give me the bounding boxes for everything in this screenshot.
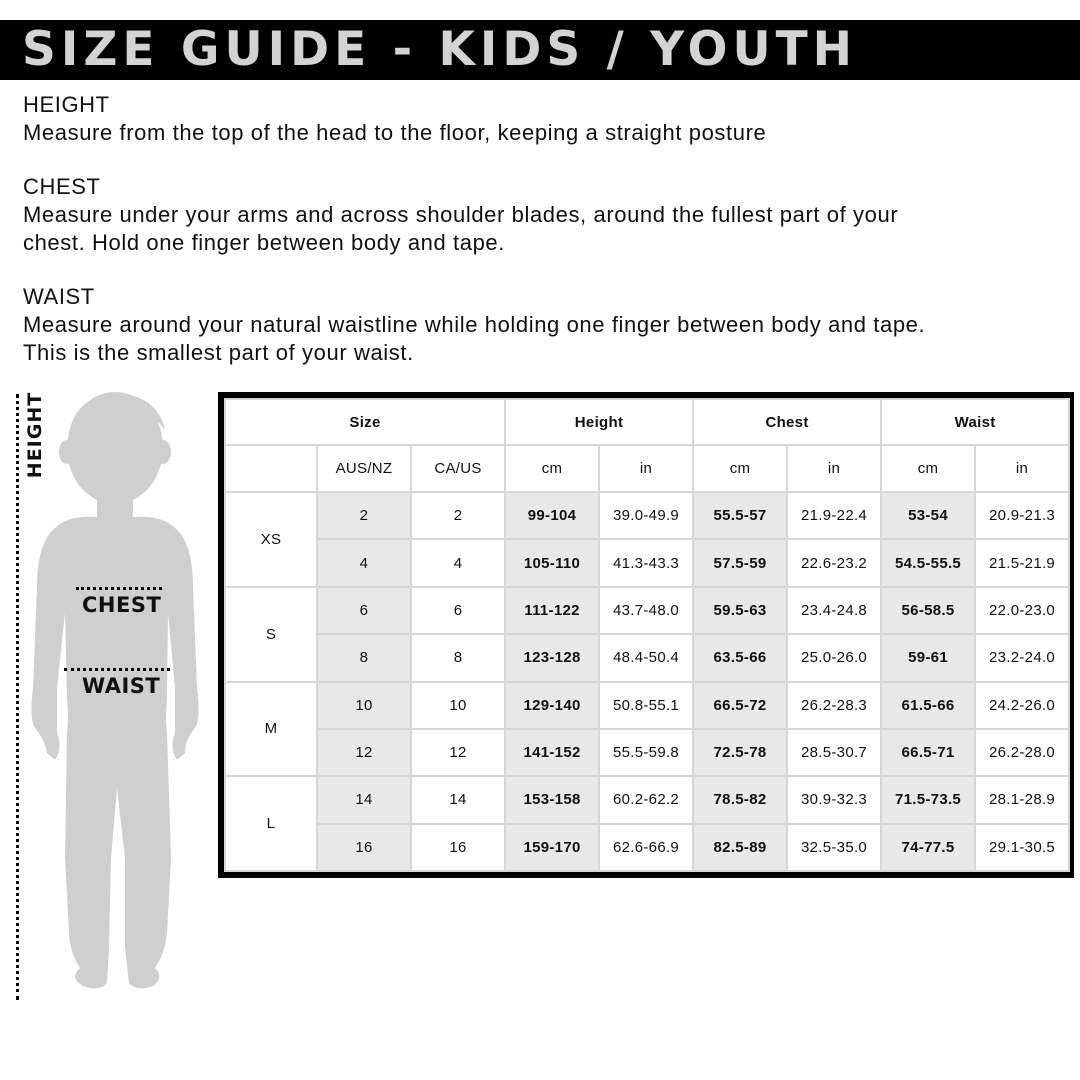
cell-chest-cm: 72.5-78 <box>693 729 787 776</box>
height-measure-line <box>16 394 19 1000</box>
cell-chest-in: 32.5-35.0 <box>787 824 881 871</box>
cell-chest-cm: 59.5-63 <box>693 587 787 634</box>
cell-waist-in: 28.1-28.9 <box>975 776 1069 823</box>
cell-waist-cm: 53-54 <box>881 492 975 539</box>
cell-aus-nz: 14 <box>317 776 411 823</box>
waist-instruction-text: Measure around your natural waistline while holding one finger between body and tape. This is the smallest part of your waist. <box>23 312 926 365</box>
cell-height-cm: 99-104 <box>505 492 599 539</box>
cell-height-cm: 111-122 <box>505 587 599 634</box>
title-bar <box>0 20 1080 80</box>
unit-header-chest-cm: cm <box>693 445 787 492</box>
table-row <box>225 539 1069 586</box>
table-row <box>225 682 1069 729</box>
size-group-label: M <box>225 682 317 777</box>
cell-ca-us: 16 <box>411 824 505 871</box>
cell-chest-in: 23.4-24.8 <box>787 587 881 634</box>
unit-header-waist-in: in <box>975 445 1069 492</box>
cell-height-cm: 105-110 <box>505 539 599 586</box>
height-measure-label-text: HEIGHT <box>24 391 46 479</box>
cell-height-in: 48.4-50.4 <box>599 634 693 681</box>
cell-ca-us: 10 <box>411 682 505 729</box>
waist-instruction <box>23 283 1063 367</box>
cell-height-in: 39.0-49.9 <box>599 492 693 539</box>
table-row <box>225 492 1069 539</box>
cell-aus-nz: 16 <box>317 824 411 871</box>
size-table-frame <box>218 392 1074 878</box>
unit-header-chest-in: in <box>787 445 881 492</box>
table-row <box>225 587 1069 634</box>
size-group-label: XS <box>225 492 317 587</box>
unit-header-aus-nz: AUS/NZ <box>317 445 411 492</box>
cell-chest-cm: 66.5-72 <box>693 682 787 729</box>
cell-height-cm: 123-128 <box>505 634 599 681</box>
table-row <box>225 729 1069 776</box>
size-group-label: L <box>225 776 317 871</box>
cell-height-cm: 153-158 <box>505 776 599 823</box>
cell-chest-cm: 78.5-82 <box>693 776 787 823</box>
page-title: SIZE GUIDE - KIDS / YOUTH <box>22 22 858 77</box>
cell-ca-us: 4 <box>411 539 505 586</box>
cell-waist-in: 22.0-23.0 <box>975 587 1069 634</box>
cell-chest-in: 25.0-26.0 <box>787 634 881 681</box>
cell-height-in: 43.7-48.0 <box>599 587 693 634</box>
cell-chest-in: 22.6-23.2 <box>787 539 881 586</box>
cell-waist-cm: 71.5-73.5 <box>881 776 975 823</box>
cell-waist-cm: 66.5-71 <box>881 729 975 776</box>
cell-waist-in: 24.2-26.0 <box>975 682 1069 729</box>
cell-waist-in: 21.5-21.9 <box>975 539 1069 586</box>
cell-waist-in: 23.2-24.0 <box>975 634 1069 681</box>
cell-ca-us: 2 <box>411 492 505 539</box>
chest-measure-label: CHEST <box>82 593 162 617</box>
unit-header-height-cm: cm <box>505 445 599 492</box>
table-row <box>225 776 1069 823</box>
cell-waist-cm: 56-58.5 <box>881 587 975 634</box>
table-row <box>225 634 1069 681</box>
height-instruction-heading: HEIGHT <box>23 92 110 117</box>
cell-chest-in: 30.9-32.3 <box>787 776 881 823</box>
chest-instruction <box>23 173 1063 257</box>
cell-aus-nz: 10 <box>317 682 411 729</box>
size-group-label: S <box>225 587 317 682</box>
size-header: Size <box>225 399 505 445</box>
cell-aus-nz: 8 <box>317 634 411 681</box>
unit-header-waist-cm: cm <box>881 445 975 492</box>
cell-waist-cm: 59-61 <box>881 634 975 681</box>
waist-header: Waist <box>881 399 1069 445</box>
waist-instruction-heading: WAIST <box>23 284 95 309</box>
cell-chest-cm: 55.5-57 <box>693 492 787 539</box>
unit-header-row <box>225 445 1069 492</box>
cell-ca-us: 8 <box>411 634 505 681</box>
chest-header: Chest <box>693 399 881 445</box>
height-instruction-text: Measure from the top of the head to the floor, keeping a straight posture <box>23 120 767 145</box>
cell-height-cm: 129-140 <box>505 682 599 729</box>
cell-chest-cm: 63.5-66 <box>693 634 787 681</box>
cell-chest-cm: 57.5-59 <box>693 539 787 586</box>
cell-chest-in: 28.5-30.7 <box>787 729 881 776</box>
unit-header-ca-us: CA/US <box>411 445 505 492</box>
table-row <box>225 824 1069 871</box>
cell-ca-us: 6 <box>411 587 505 634</box>
cell-waist-in: 20.9-21.3 <box>975 492 1069 539</box>
cell-height-cm: 141-152 <box>505 729 599 776</box>
cell-aus-nz: 12 <box>317 729 411 776</box>
cell-ca-us: 12 <box>411 729 505 776</box>
measurement-instructions <box>23 91 1063 393</box>
waist-measure-label: WAIST <box>82 674 161 698</box>
cell-chest-cm: 82.5-89 <box>693 824 787 871</box>
cell-waist-cm: 54.5-55.5 <box>881 539 975 586</box>
chest-instruction-heading: CHEST <box>23 174 101 199</box>
cell-height-in: 50.8-55.1 <box>599 682 693 729</box>
cell-height-in: 41.3-43.3 <box>599 539 693 586</box>
cell-chest-in: 21.9-22.4 <box>787 492 881 539</box>
unit-header-height-in: in <box>599 445 693 492</box>
cell-height-in: 62.6-66.9 <box>599 824 693 871</box>
cell-aus-nz: 4 <box>317 539 411 586</box>
cell-chest-in: 26.2-28.3 <box>787 682 881 729</box>
height-instruction <box>23 91 1063 147</box>
cell-ca-us: 14 <box>411 776 505 823</box>
cell-waist-cm: 61.5-66 <box>881 682 975 729</box>
waist-measure-line <box>64 668 170 671</box>
chest-measure-line <box>76 587 162 590</box>
chest-instruction-text: Measure under your arms and across shoulder blades, around the fullest part of your chest. Hold one finger between body and tape. <box>23 202 899 255</box>
cell-aus-nz: 6 <box>317 587 411 634</box>
cell-waist-cm: 74-77.5 <box>881 824 975 871</box>
cell-aus-nz: 2 <box>317 492 411 539</box>
height-header: Height <box>505 399 693 445</box>
body-figure <box>0 380 215 1010</box>
size-table <box>224 398 1070 872</box>
cell-height-in: 55.5-59.8 <box>599 729 693 776</box>
cell-waist-in: 26.2-28.0 <box>975 729 1069 776</box>
cell-height-cm: 159-170 <box>505 824 599 871</box>
group-header-row <box>225 399 1069 445</box>
cell-height-in: 60.2-62.2 <box>599 776 693 823</box>
cell-waist-in: 29.1-30.5 <box>975 824 1069 871</box>
unit-header-blank <box>225 445 317 492</box>
